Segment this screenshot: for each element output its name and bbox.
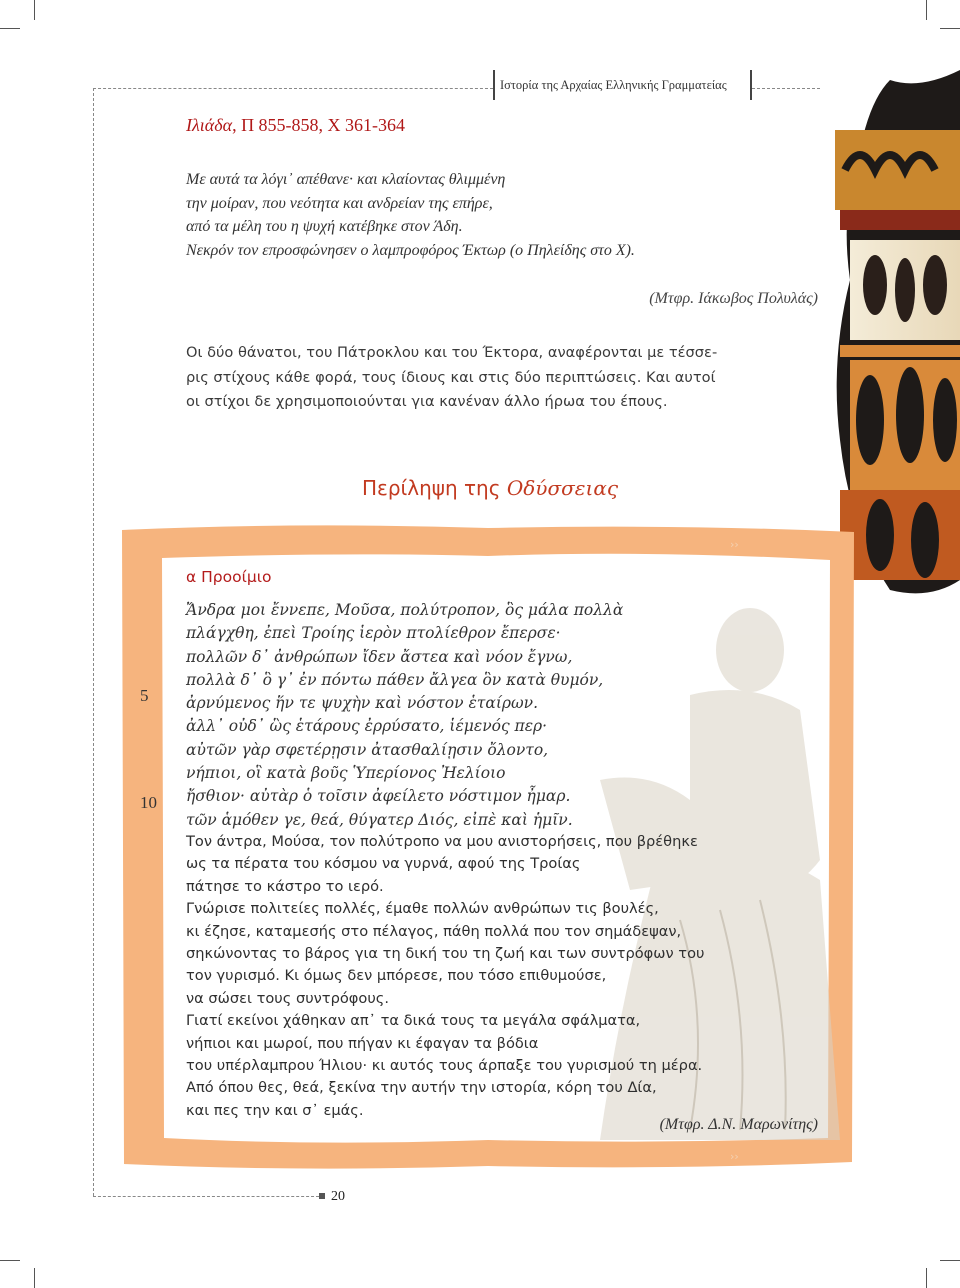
header-bar-left [493,70,495,100]
translation-text [186,831,704,1122]
chevron-decoration-icon: ›› [730,538,739,551]
paragraph-line: Οι δύο θάνατοι, του Πάτροκλου και του Έκτορα, αναφέρονται με τέσσε- [186,344,718,361]
poem-line: Νεκρόν τον επροσφώνησεν ο λαμπροφόρος Έκτωρ (ο Πηλείδης στο Χ). [186,241,635,259]
translation-line: κι έζησε, καταμεσής στο πέλαγος, πάθη πολλά που τον σημάδεψαν, [186,922,682,940]
translation-line: και πες την και σ᾽ εμάς. [186,1101,364,1119]
translation-line: Τον άντρα, Μούσα, τον πολύτροπο να μου ανιστορήσεις, που βρέθηκε [186,833,698,850]
translation-line: Γνώρισε πολιτείες πολλές, έμαθε πολλών ανθρώπων τις βουλές, [186,900,659,918]
translation-line: Γιατί εκείνοι χάθηκαν απ᾽ τα δικά τους τα μεγάλα σφάλματα, [186,1012,641,1030]
paragraph-line: οι στίχοι δε χρησιμοποιούνται για κανέναν άλλο ήρωα του έπους. [186,393,668,410]
line-number: 5 [140,686,149,705]
greek-line: νήπιοι, οἳ κατὰ βοῦς Ὑπερίονος Ἠελίοιο [186,764,506,783]
greek-line: πλάγχθη, ἐπεὶ Τροίης ἱερὸν πτολίεθρον ἔπερσε· [186,624,561,643]
iliad-reference: , Π 855-858, Χ 361-364 [232,115,406,135]
frame-line-left [93,88,94,1196]
iliad-translator-credit: (Μτφρ. Ιάκωβος Πολυλάς) [649,290,818,307]
greek-line: αὐτῶν γὰρ σφετέρῃσιν ἀτασθαλίῃσιν ὄλοντο, [186,740,549,759]
crop-mark [926,1268,927,1288]
frame-line-top-right [752,88,820,89]
greek-line: Ἄνδρα μοι ἔννεπε, Μοῦσα, πολύτροπον, ὃς μάλα πολλὰ [186,601,624,619]
poem-line: από τα μέλη του η ψυχή κατέβηκε στον Άδη. [186,218,463,235]
translation-line: τον γυρισμό. Κι όμως δεν μπόρεσε, που τόσο επιθυμούσε, [186,967,607,985]
greek-line: τῶν ἁμόθεν γε, θεά, θύγατερ Διός, εἰπὲ καὶ ἡμῖν. [186,810,573,829]
section-title [0,476,960,500]
frame-line-bottom [93,1196,319,1197]
translation-line: ως τα πέρατα του κόσμου να γυρνά, αφού της Τροίας [186,855,581,873]
frame-line-top [93,88,493,89]
greek-text [186,599,623,832]
frame-square-marker [319,1193,325,1199]
crop-mark [940,28,960,29]
crop-mark [926,0,927,20]
crop-mark [0,1260,20,1261]
page-number: 20 [331,1189,345,1204]
greek-line: ἀρνύμενος ἥν τε ψυχὴν καὶ νόστον ἑταίρων. [186,694,539,713]
iliad-work-name: Ιλιάδα [186,115,233,135]
translation-line: Από όπου θες, θεά, ξεκίνα την αυτήν την ιστορία, κόρη του Δία, [186,1079,657,1097]
translation-line: νήπιοι και μωροί, που πήγαν κι έφαγαν τα βόδια [186,1034,539,1052]
greek-line: πολλῶν δ᾽ ἀνθρώπων ἴδεν ἄστεα καὶ νόον ἔγνω, [186,647,573,666]
iliad-poem [186,168,635,262]
subheading: α Προοίμιο [186,568,272,586]
header-bar-right [750,70,752,100]
greek-line: ἤσθιον· αὐτὰρ ὁ τοῖσιν ἀφείλετο νόστιμον ἦμαρ. [186,787,571,806]
section-title-plain: Περίληψη της [361,476,507,500]
poem-line: την μοίραν, που νεότητα και ανδρείαν της επήρε, [186,194,493,212]
paragraph-line: ρις στίχους κάθε φορά, τους ίδιους και στις δύο περιπτώσεις. Και αυτοί [186,368,716,386]
crop-mark [34,1268,35,1288]
translation-line: του υπέρλαμπρου Ήλιου· κι αυτός τους άρπαξε του γυρισμού τη μέρα. [186,1057,703,1075]
odyssey-translator-credit: (Μτφρ. Δ.Ν. Μαρωνίτης) [659,1116,818,1133]
chevron-decoration-icon: ›› [730,1150,739,1163]
greek-line: πολλὰ δ᾽ ὃ γ᾽ ἐν πόντω πάθεν ἄλγεα ὃν κατὰ θυμόν, [186,670,604,689]
greek-line: ἀλλ᾽ οὐδ᾽ ὣς ἑτάρους ἐρρύσατο, ἱέμενός περ· [186,717,548,736]
crop-mark [34,0,35,20]
section-title-italic: Οδύσσειας [506,476,619,500]
running-header: Ιστορία της Αρχαίας Ελληνικής Γραμματείας [500,78,727,92]
translation-line: πάτησε το κάστρο το ιερό. [186,877,384,895]
translation-line: να σώσει τους συντρόφους. [186,989,389,1007]
crop-mark [0,28,20,29]
translation-line: σηκώνοντας το βάρος για τη δική του τη ζωή και των συντρόφων του [186,945,705,963]
line-number: 10 [140,793,157,812]
crop-mark [940,1260,960,1261]
poem-line: Με αυτά τα λόγι᾽ απέθανε· και κλαίοντας θλιμμένη [186,171,506,188]
commentary-paragraph [186,341,826,415]
iliad-title [186,115,405,136]
